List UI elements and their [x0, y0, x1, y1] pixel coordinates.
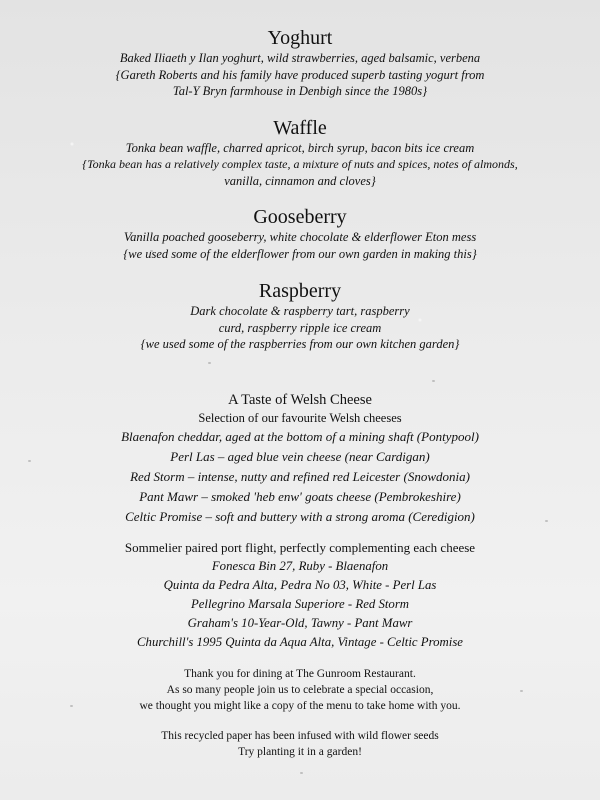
dish-note: {Gareth Roberts and his family have produced superb tasting yogurt from: [115, 67, 485, 82]
cheese-subtitle: Selection of our favourite Welsh cheeses: [198, 410, 402, 425]
cheese-title: A Taste of Welsh Cheese: [228, 391, 372, 408]
thanks-line: we thought you might like a copy of the menu to take home with you.: [139, 699, 461, 712]
dish-yoghurt: [0, 0, 600, 100]
dish-note: {Tonka bean has a relatively complex taste, a mixture of nuts and spices, notes of almonds,: [82, 157, 518, 171]
dish-note: Tal-Y Bryn farmhouse in Denbigh since the 1980s}: [172, 84, 428, 98]
dish-description: curd, raspberry ripple ice cream: [218, 320, 382, 335]
port-item: Graham's 10-Year-Old, Tawny - Pant Mawr: [187, 615, 413, 630]
cheese-item: Blaenafon cheddar, aged at the bottom of a mining shaft (Pontypool): [121, 428, 479, 444]
cheese-section: [0, 353, 600, 527]
dish-title: Yoghurt: [267, 27, 333, 49]
cheese-item: Perl Las – aged blue vein cheese (near Cardigan): [170, 448, 430, 464]
paper-note-line: This recycled paper has been infused with wild flower seeds: [161, 729, 439, 742]
dish-title: Raspberry: [258, 280, 342, 302]
port-item: Fonesca Bin 27, Ruby - Blaenafon: [211, 558, 389, 573]
port-item: Churchill's 1995 Quinta da Aqua Alta, Vintage - Celtic Promise: [137, 634, 463, 649]
thanks-line: Thank you for dining at The Gunroom Restaurant.: [184, 667, 416, 680]
dish-gooseberry: [0, 189, 600, 262]
port-item: Quinta da Pedra Alta, Pedra No 03, White - Perl Las: [163, 577, 437, 592]
dish-description: Dark chocolate & raspberry tart, raspberry: [190, 304, 410, 318]
paper-note-line: Try planting it in a garden!: [238, 745, 362, 758]
paper-note: [0, 714, 600, 760]
dish-description: Baked Iliaeth y Ilan yoghurt, wild strawberries, aged balsamic, verbena: [119, 51, 481, 65]
port-heading: Sommelier paired port flight, perfectly complementing each cheese: [124, 539, 476, 555]
dish-raspberry: [0, 262, 600, 353]
port-section: [0, 527, 600, 652]
dish-title: Waffle: [273, 116, 327, 139]
seed-speck: [300, 772, 303, 774]
dish-note: vanilla, cinnamon and cloves}: [224, 173, 376, 188]
thanks-line: As so many people join us to celebrate a special occasion,: [166, 683, 434, 696]
cheese-item: Red Storm – intense, nutty and refined red Leicester (Snowdonia): [130, 468, 470, 484]
dish-description: Tonka bean waffle, charred apricot, birch syrup, bacon bits ice cream: [125, 140, 475, 155]
port-item: Pellegrino Marsala Superiore - Red Storm: [190, 596, 410, 611]
dish-waffle: [0, 100, 600, 190]
dish-note: {we used some of the elderflower from our own garden in making this}: [123, 246, 477, 261]
dish-note: {we used some of the raspberries from our own kitchen garden}: [140, 337, 460, 351]
cheese-item: Celtic Promise – soft and buttery with a strong aroma (Ceredigion): [125, 508, 475, 524]
cheese-item: Pant Mawr – smoked 'heb enw' goats cheese (Pembrokeshire): [139, 488, 461, 504]
dish-title: Gooseberry: [253, 206, 347, 228]
closing-section: [0, 652, 600, 714]
dish-description: Vanilla poached gooseberry, white chocolate & elderflower Eton mess: [123, 230, 477, 244]
